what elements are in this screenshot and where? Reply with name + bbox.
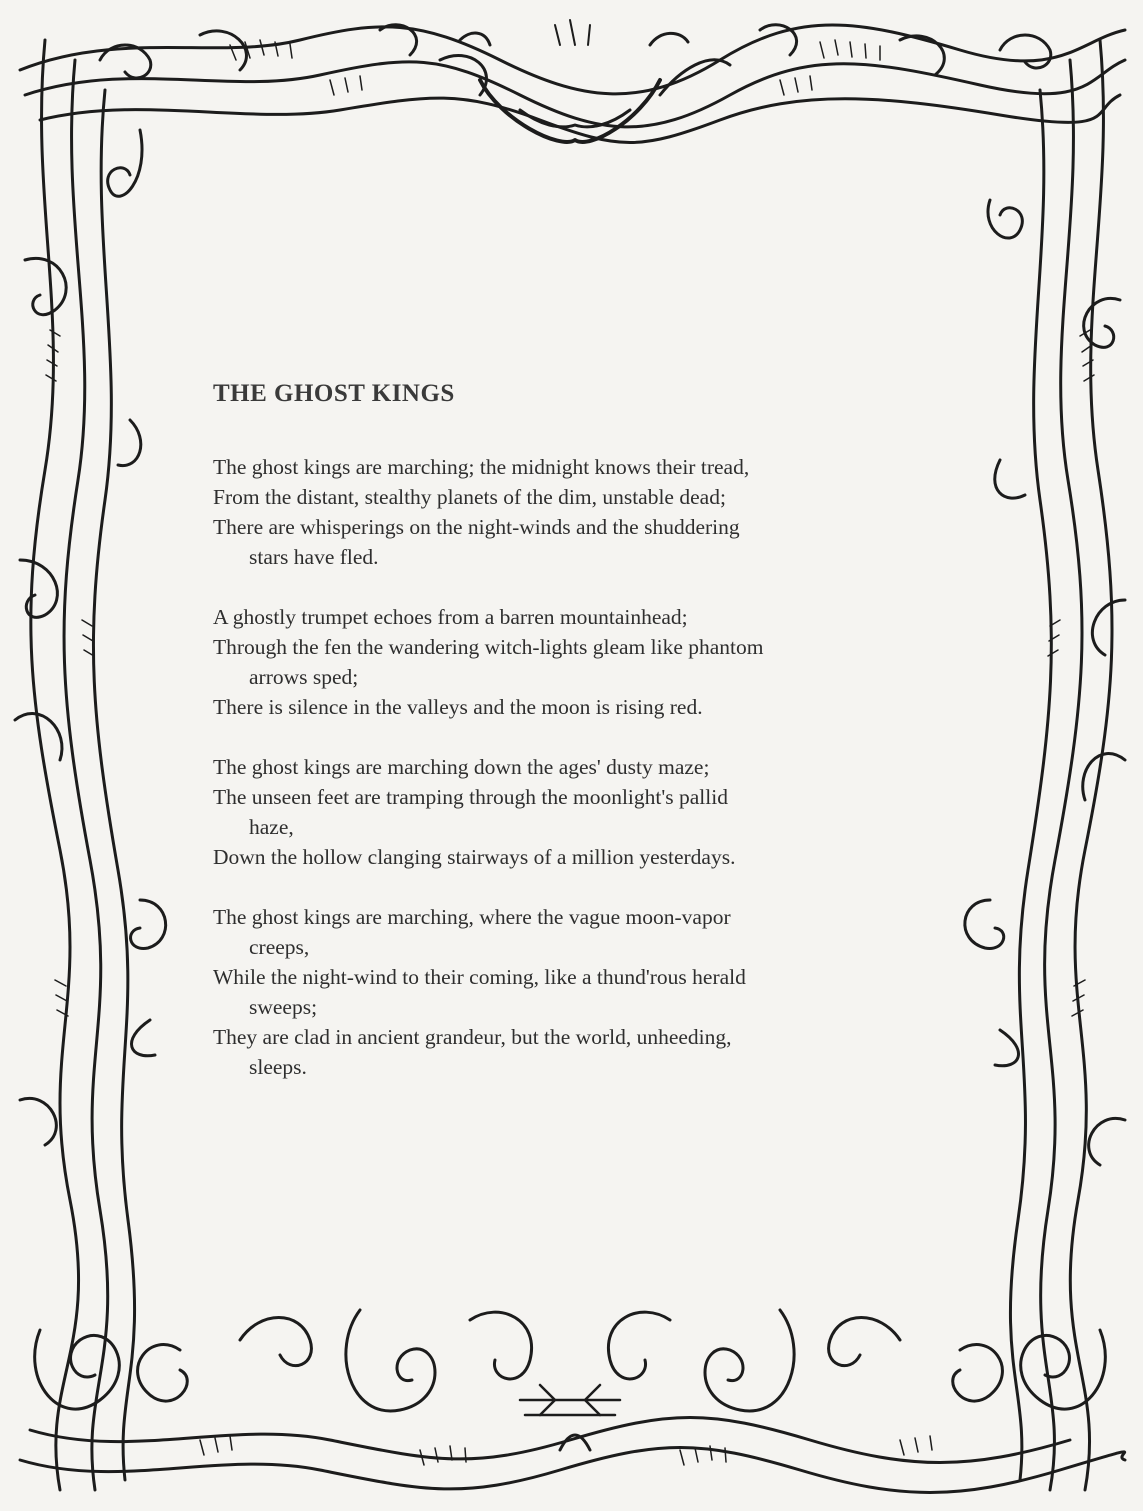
poem-line: While the night-wind to their coming, like a thund'rous herald [213, 965, 746, 989]
poem-line: The unseen feet are tramping through the moonlight's pallid [213, 785, 728, 809]
poem-line: From the distant, stealthy planets of the dim, unstable dead; [213, 485, 726, 509]
stanza [213, 602, 973, 722]
poem-line: They are clad in ancient grandeur, but the world, unheeding, [213, 1025, 732, 1049]
poem-line: There is silence in the valleys and the moon is rising red. [213, 695, 703, 719]
poem-line-continuation: haze, [249, 815, 294, 839]
top-vine-band [20, 20, 1125, 143]
poem-line: Through the fen the wandering witch-lights gleam like phantom [213, 635, 764, 659]
poem-line-continuation: sleeps. [249, 1055, 307, 1079]
poem-line: The ghost kings are marching, where the vague moon-vapor [213, 905, 731, 929]
poem-line-continuation: sweeps; [249, 995, 318, 1019]
poem-line-continuation: stars have fled. [249, 545, 379, 569]
poem-line-continuation: creeps, [249, 935, 310, 959]
poem-line: Down the hollow clanging stairways of a million yesterdays. [213, 845, 736, 869]
left-vine-column [15, 40, 166, 1490]
stanza [213, 902, 973, 1082]
bottom-vine-band [20, 1310, 1125, 1493]
poem-line-continuation: arrows sped; [249, 665, 359, 689]
poem-line: There are whisperings on the night-winds and the shuddering [213, 515, 740, 539]
poem-line: The ghost kings are marching; the midnight knows their tread, [213, 455, 750, 479]
poem-body [213, 452, 973, 1112]
poem-line: A ghostly trumpet echoes from a barren mountainhead; [213, 605, 688, 629]
poem-title: THE GHOST KINGS [213, 380, 455, 407]
poem-line: The ghost kings are marching down the ages' dusty maze; [213, 755, 710, 779]
stanza [213, 452, 973, 572]
right-vine-column [965, 40, 1125, 1490]
stanza [213, 752, 973, 872]
top-vine-hatching [230, 40, 880, 95]
right-vine-hatching [1048, 330, 1094, 1016]
